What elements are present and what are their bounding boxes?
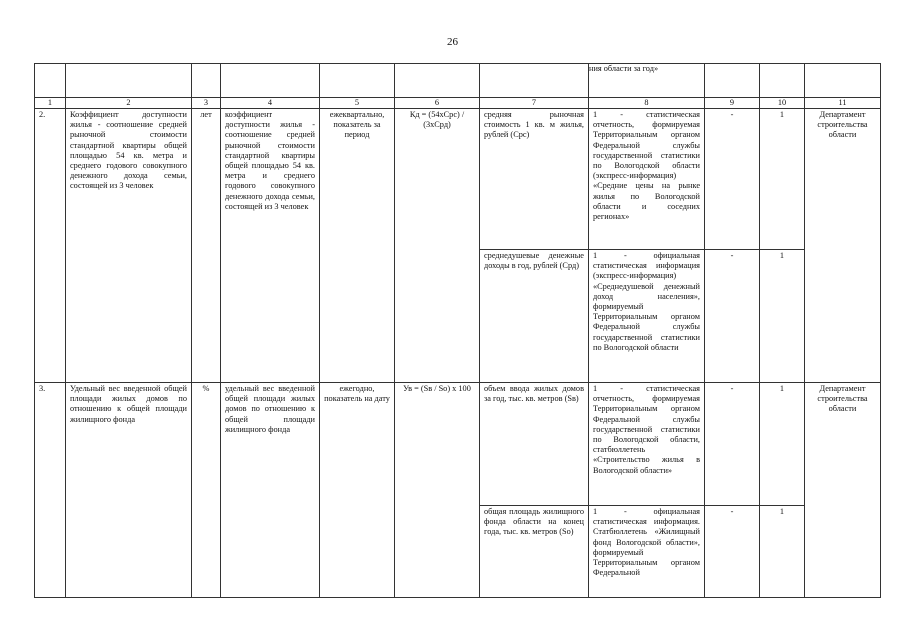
indicator-definition: удельный вес введенной общей площади жилых домов по отношению к общей площади жилищного фонда [221, 383, 320, 598]
base-indicator: среднедушевые денежные доходы в год, рублей (Срд) [480, 250, 589, 383]
col9-value: - [705, 383, 760, 506]
indicator-definition: коэффициент доступности жилья - соотношение средней рыночной стоимости стандартной квартиры общей площадью 54 кв. метра и среднего годового совокупного денежного дохода семьи, состоящей из 3 человек [221, 109, 320, 383]
data-source: 1 - статистическая отчетность, формируемая Территориальным органом Федеральной службы государственной статистики по Вологодской области (экспресс-информация) «Средние цены на рынке жилья по Вологодской области и соседних регионах» [589, 109, 705, 250]
formula: Кд = (54хСрс) / (3хСрд) [395, 109, 480, 383]
base-indicator: объем ввода жилых домов за год, тыс. кв. метров (Sв) [480, 383, 589, 506]
column-numbers-row [35, 98, 881, 109]
column-number: 9 [705, 98, 760, 109]
row-number: 3. [35, 383, 66, 598]
col10-value: 1 [760, 250, 805, 383]
periodicity: ежегодно, показатель на дату [320, 383, 395, 598]
table-row [35, 109, 881, 250]
col9-value: - [705, 250, 760, 383]
data-source: 1 - официальная статистическая информация. Статбюллетень «Жилищный фонд Вологодской области», формируемый Территориальным органом Федеральной [589, 506, 705, 598]
indicators-table [34, 63, 881, 598]
col9-value: - [705, 109, 760, 250]
row-number: 2. [35, 109, 66, 383]
indicator-name: Коэффициент доступности жилья - соотношение средней рыночной стоимости стандартной квартиры общей площадью 54 кв. метра и среднего годового совокупного денежного дохода семьи, состоящей из 3 человек [66, 109, 192, 383]
carryover-row [35, 64, 881, 98]
col10-value: 1 [760, 109, 805, 250]
unit: лет [192, 109, 221, 383]
base-indicator: средняя рыночная стоимость 1 кв. м жилья, рублей (Срс) [480, 109, 589, 250]
column-number: 2 [66, 98, 192, 109]
periodicity: ежеквартально, показатель за период [320, 109, 395, 383]
column-number: 3 [192, 98, 221, 109]
column-number: 6 [395, 98, 480, 109]
page-number: 26 [447, 36, 458, 48]
data-source: 1 - статистическая отчетность, формируемая Территориальным органом Федеральной службы государственной статистики по Вологодской области, статбюллетень «Строительство жилья в Вологодской области» [589, 383, 705, 506]
column-number: 4 [221, 98, 320, 109]
col10-value: 1 [760, 506, 805, 598]
indicator-name: Удельный вес введенной общей площади жилых домов по отношению к общей площади жилищного фонда [66, 383, 192, 598]
column-number: 10 [760, 98, 805, 109]
column-number: 11 [805, 98, 881, 109]
base-indicator: общая площадь жилищного фонда области на конец года, тыс. кв. метров (Sо) [480, 506, 589, 598]
col10-value: 1 [760, 383, 805, 506]
column-number: 8 [589, 98, 705, 109]
formula: Ув = (Sв / Sо) х 100 [395, 383, 480, 598]
column-number: 7 [480, 98, 589, 109]
column-number: 1 [35, 98, 66, 109]
data-source: 1 - официальная статистическая информация (экспресс-информация) «Среднедушевой денежный доход населения», формируемый Территориальным органом Федеральной службы государственной статистики по Вологодской области [589, 250, 705, 383]
responsible-department: Департамент строительства области [805, 109, 881, 383]
responsible-department: Департамент строительства области [805, 383, 881, 598]
unit: % [192, 383, 221, 598]
table-row [35, 383, 881, 506]
carryover-text: ния области за год» [589, 64, 659, 73]
col9-value: - [705, 506, 760, 598]
column-number: 5 [320, 98, 395, 109]
